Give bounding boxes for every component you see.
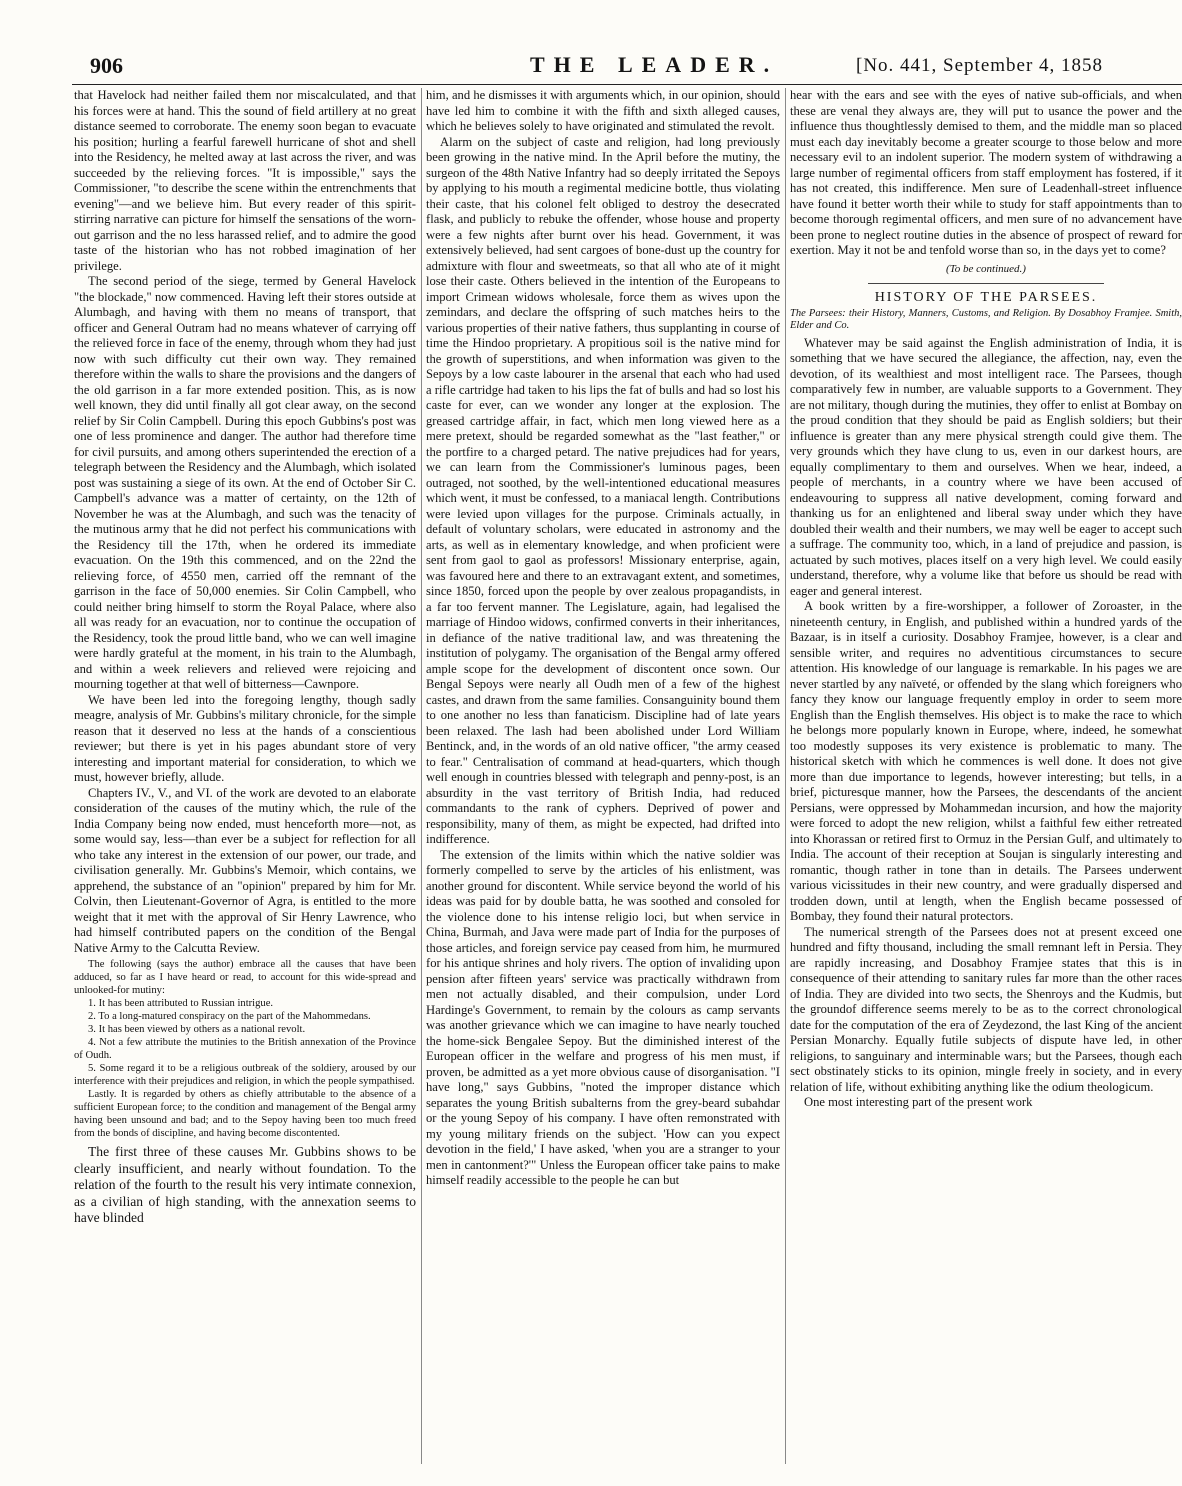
paragraph: One most interesting part of the present work xyxy=(804,1095,1033,1109)
page-number: 906 xyxy=(90,53,123,78)
masthead xyxy=(70,50,1182,84)
paragraph: hear with the ears and see with the eyes of native sub-officials, and when these are venal they always are, they will put to usance the power and the influence thus thoughtlessly demised to them, and the middle man so placed must each day inevitably become a greater scourge to those below and more necessary evil to an indolent superior. The modern system of withdrawing a large number of regimental officers from staff employment has fostered, if it has not created, this indifference. Men sure of Leadenhall-street influence have found it better worth their while to study for staff appointments than to become thorough regimental officers, and men sure of no advancement have been prone to neglect routine duties in the absence of prospect of reward for exertion. May it not be and tenfold worse than so, in the days yet to come? xyxy=(790,88,1182,257)
paragraph: The numerical strength of the Parsees does not at present exceed one hundred and fifty thousand, including the small remnant left in Persia. They are rapidly increasing, and Dosabhoy Framjee states that this is in consequence of their attending to sanitary rules far more than the other races of India. They are divided into two sects, the Shenroys and the Kudmis, but the groundof difference seems merely to be as to the correct chronological date for the computation of the era of Zeydezond, the last King of the ancient Persian Monarchy. Equally futile subjects of dispute have led, in other religions, to sanguinary and interminable wars; but the Parsees, though each sect obstinately sticks to its opinion, mingle freely in society, and in every relation of life, without exhibiting anything like the odium theologicum. xyxy=(790,924,1182,1094)
quote-item: 3. It has been viewed by others as a national revolt. xyxy=(88,1024,306,1035)
quote-item: 1. It has been attributed to Russian intrigue. xyxy=(88,998,274,1009)
column-divider xyxy=(421,88,422,1464)
issue-line: [No. 441, September 4, 1858 xyxy=(856,55,1104,76)
column-3 xyxy=(790,88,1182,1464)
paragraph: A book written by a fire-worshipper, a follower of Zoroaster, in the nineteenth century, in English, and published within a hundred yards of the Bazaar, is in itself a curiosity. Dosabhoy Framjee, however, is a clear and sensible writer, and requires no adventitious circumstances to secure attention. His knowledge of our language is remarkable. In his pages we are never startled by any naïveté, or offended by the slang which foreigners who fancy they know our language frequently employ in order to seem more English than the English themselves. His object is to make the race to which he belongs more popularly known in Europe, where, indeed, he somewhat too modestly supposes its very existence is problematic to many. The historical sketch with which he commences is well done. It does not give more than due importance to legends, however interesting; but tells, in a brief, picturesque manner, how the Parsees, the descendants of the ancient Persians, were oppressed by Mohammedan incursion, and how the majority were forced to adopt the new religion, whilst a faithful few either retreated into Khorassan or retired first to Ormuz in the Persian Gulf, and ultimately to India. The account of their reception at Soujan is singularly interesting and romantic, though rather in tone than in details. The Parsees underwent various vicissitudes in their new country, and were gradually dispersed and trodden down, until at length, when the English became possessed of Bombay, they found their natural protectors. xyxy=(790,599,1182,923)
section-rule xyxy=(868,283,1103,284)
paragraph: The extension of the limits within which the native soldier was formerly compelled to serve by the articles of his enlistment, was another ground for discontent. While service beyond the world of his ideas was paid for by double batta, he was soothed and consoled for the violence done to his intense religio loci, but when service in China, Burmah, and Java were made part of India for the purposes of those articles, and foreign service pay ceased from him, he murmured for his antique shrines and holy rivers. The option of invaliding upon pension after fifteen years' service was practically withdrawn from men not actually disabled, and their compulsion, under Lord Hardinge's Government, to remain by the colours as camp servants was another grievance which we can imagine to have nearly touched the home-sick Bengalee Sepoy. But the diminished interest of the European officer in the welfare and progress of his men must, if proven, be admitted as a yet more obvious cause of disorganisation. "I have long," says Gubbins, "noted the improper distance which separates the young British subalterns from the grey-beard subahdar or the young Sepoy of his company. I have often remonstrated with my young military friends on the subject. 'How can you expect devotion in the field,' I have asked, 'when you are a stranger to your men in cantonment?'" Unless the European officer take pains to make himself readily accessible to the people he can but xyxy=(426,847,780,1187)
column-1 xyxy=(74,88,416,1464)
paragraph: him, and he dismisses it with arguments which, in our opinion, should have led him to combine it with the fifth and sixth alleged causes, which he believes solely to have originated and stimulated the revolt. xyxy=(426,88,780,133)
newspaper-title: THE LEADER. xyxy=(530,52,779,77)
review-heading: HISTORY OF THE PARSEES. xyxy=(874,290,1098,305)
paragraph: that Havelock had neither failed them nor miscalculated, and that his forces were at hand. This the sound of field artillery at no great distance seemed to corroborate. The enemy soon began to evacuate his position; hurling a fearful farewell hurricane of shot and shell into the Residency, he melted away at last across the river, and was succeeded by the relieving forces. "It is impossible," says the Commissioner, "to describe the scene within the entrenchments that evening"—and we believe him. But every reader of this spirit-stirring narrative can picture for himself the sensations of the worn-out garrison and the no less harassed relief, and to admire the good taste of the historian who has not robbed imagination of her privilege. xyxy=(74,88,416,273)
column-2 xyxy=(426,88,780,1464)
quote-item: 2. To a long-matured conspiracy on the part of the Mahommedans. xyxy=(88,1011,371,1022)
paragraph: The second period of the siege, termed by General Havelock "the blockade," now commenced. Having left their stores outside at Alumbagh, and having with them no means of transport, that officer and General Outram had no means whatever of carrying off the relieved force in face of the enemy, through whom they had just now with such difficulty cut their own way. They remained therefore within the walls to share the provisions and the dangers of the old garrison in a far more extended position. This, as is now well known, they did until finally all got clear away, on the second relief by Sir Colin Campbell. During this epoch Gubbins's post was one of less prominence and danger. The author had therefore time for civil pursuits, and among others superintended the erection of a telegraph between the Residency and the Alumbagh, which isolated post was sustaining a siege of its own. At the end of October Sir C. Campbell's advance was a matter of certainty, on the 12th of November he was at the Alumbagh, and such was the tenacity of the mutinous army that he did not perfect his communications with the Residency till the 17th, when he ordered its immediate evacuation. On the 19th this commenced, and on the 22nd the relieving force, of 4550 men, carried off the remnant of the garrison in the face of 50,000 enemies. Sir Colin Campbell, who could neither bring himself to storm the Royal Palace, where also all was ready for an evacuation, nor to continue the occupation of the Residency, took the proud little band, who we can well imagine were hardly grateful at the moment, in his train to the Alumbagh, and within a week relievers and relieved were rejoicing and mourning together at that well of bitterness—Cawnpore. xyxy=(74,274,416,691)
quoted-list xyxy=(74,958,416,1140)
book-citation: The Parsees: their History, Manners, Customs, and Religion. By Dosabhoy Framjee. Smith, Elder and Co. xyxy=(790,307,1182,331)
quote-intro: The following (says the author) embrace all the causes that have been adduced, so far as I have heard or read, to account for this wide-spread and unlooked-for mutiny: xyxy=(74,959,416,996)
header-rule xyxy=(72,84,1182,85)
paragraph: Alarm on the subject of caste and religion, had long previously been growing in the native mind. In the April before the mutiny, the surgeon of the 48th Native Infantry had so deeply irritated the Sepoys by applying to his mouth a regimental medicine bottle, thus violating their caste, that his colonel felt obliged to destroy the desecrated flask, and publicly to rebuke the offender, whose house and property were a few nights after burnt over his head. Government, it was extensively believed, had sent cargoes of bone-dust up the country for admixture with flour and sweetmeats, so that all who ate of it might lose their caste. Others believed in the intention of the Europeans to import Crimean widows wholesale, force them as wives upon the zemindars, and declare the offspring of such matches heirs to the various properties of their native fathers, thus supplanting in course of time the Hindoo proprietary. A propitious soil is the native mind for the growth of superstitions, and when information was given to the Sepoys by a low caste labourer in the arsenal that each who had used a rifle cartridge had taken to his lips the fat of bulls and had so lost his caste for ever, can we wonder any longer at the explosion. The greased cartridge affair, in fact, which men long viewed here as a mere pretext, should be regarded somewhat as the "last feather," or the portfire to a charged petard. The native prejudices had for years, we can learn from the Commissioner's luminous pages, been outraged, not soothed, by the well-intentioned educational measures which went, it must be confessed, to a maniacal length. Contributions were levied upon villages for the purpose. Criminals actually, in default of voluntary scholars, were educated in astronomy and the arts, as well as in elementary knowledge, and when proficient were sent from gaol to gaol as professors! Missionary enterprise, again, was favoured here and there to an extravagant extent, and sometimes, since 1850, forced upon the people by over zealous propagandists, in a far too fervent manner. The Legislature, again, had legalised the marriage of Hindoo widows, confirmed converts in their inheritances, in defiance of the native traditional law, and was threatening the institution of polygamy. The organisation of the Bengal army offered ample scope for the development of discontent once sown. Our Bengal Sepoys were nearly all Oudh men of a few of the highest castes, and drawn from the same families. Consanguinity bound them to one another no less than fanaticism. Discipline had of late years been relaxed. The lash had been abolished under Lord William Bentinck, and, in the words of an old native officer, "the army ceased to fear." Centralisation of command at head-quarters, which though well enough in countries blessed with telegraph and penny-post, is an absurdity in the vast territory of British India, had reduced commandants to the rank of cyphers. Deprived of power and responsibility, many of them, as might be expected, had drifted into indifference. xyxy=(426,134,780,846)
paragraph: The first three of these causes Mr. Gubbins shows to be clearly insufficient, and nearly without foundation. To the relation of the fourth to the result his very intimate connexion, as a civilian of high standing, with the annexation seems to have blinded xyxy=(74,1144,416,1225)
paragraph: Chapters IV., V., and VI. of the work are devoted to an elaborate consideration of the causes of the mutiny which, the rule of the India Company being now ended, must henceforth more—not, as some would say, less—than ever be a subject for reflection for all who take any interest in the extension of our power, our trade, and civilisation generally. Mr. Gubbins's Memoir, which contains, we apprehend, the substance of an "opinion" prepared by him for Mr. Colvin, then Lieutenant-Governor of Agra, is entitled to the more weight that it met with the approval of Sir Henry Lawrence, who had himself contributed papers on the condition of the Bengal Native Army to the Calcutta Review. xyxy=(74,785,416,955)
paragraph: Whatever may be said against the English administration of India, it is something that we have secured the allegiance, the affection, nay, even the devotion, of its wealthiest and most intelligent race. The Parsees, though comparatively few in number, are valuable supports to a Government. They are not military, though during the mutinies, they offer to enlist at Bombay on the proud condition that they should be paid as English soldiers; but their influence is greater than any mere physical strength could give them. The very grounds which they have clung to us, even in our darkest hours, are equally complimentary to them and ourselves. When we hear, indeed, a people of merchants, in a country where we have been accused of endeavouring to suppress all native development, coming forward and thanking us for an enlightened and liberal sway under which they have doubled their wealth and their numbers, we may well be eager to accept such a suffrage. The community too, which, in a land of prejudice and passion, is actuated by such motives, places itself on a very high level. We could easily understand, therefore, why a volume like that before us should be read with eager and general interest. xyxy=(790,335,1182,598)
paragraph: We have been led into the foregoing lengthy, though sadly meagre, analysis of Mr. Gubbins's military chronicle, for the simple reason that it deserved no less at the hands of a conscientious reviewer; but there is yet in his pages abundant store of very interesting and important material for consideration, to which we must, however briefly, allude. xyxy=(74,692,416,784)
quote-item: 5. Some regard it to be a religious outbreak of the soldiery, aroused by our interference with their prejudices and religion, in which the people sympathised. xyxy=(74,1063,416,1087)
quote-item: Lastly. It is regarded by others as chiefly attributable to the absence of a sufficient European force; to the condition and management of the Bengal army having been unsound and bad; and to the Sepoy having been too much freed from the bonds of discipline, and having become discontented. xyxy=(74,1089,416,1139)
quote-item: 4. Not a few attribute the mutinies to the British annexation of the Province of Oudh. xyxy=(74,1037,416,1061)
to-be-continued: (To be continued.) xyxy=(946,262,1026,275)
column-divider xyxy=(785,88,786,1464)
